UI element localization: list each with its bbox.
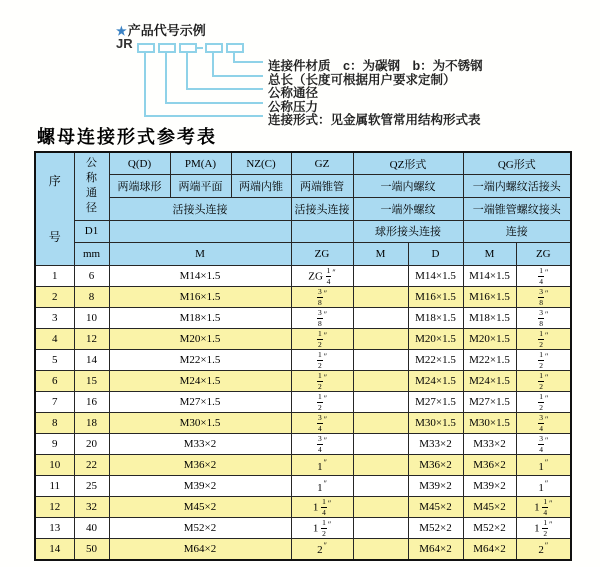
body-cell: M36×2	[408, 455, 463, 476]
header-mm: mm	[74, 243, 109, 266]
body-cell: 22	[74, 455, 109, 476]
body-cell: M16×1.5	[463, 287, 516, 308]
code-dash	[196, 47, 203, 49]
body-cell: 5	[35, 350, 74, 371]
body-cell: M20×1.5	[463, 329, 516, 350]
body-cell: M20×1.5	[408, 329, 463, 350]
body-cell: M45×2	[463, 497, 516, 518]
header-qz-code: QZ形式	[353, 152, 463, 175]
body-cell: $\frac{3}{4}$ ″	[291, 413, 353, 434]
body-cell	[353, 287, 408, 308]
body-cell: 1″	[516, 455, 571, 476]
table-row	[35, 329, 571, 350]
code-box-1	[137, 43, 155, 53]
code-box-3	[179, 43, 197, 53]
body-cell: 1 $\frac{1}{4}$ ″	[516, 497, 571, 518]
body-cell: M14×1.5	[109, 266, 291, 287]
body-cell	[353, 371, 408, 392]
header-qz-d: D	[408, 243, 463, 266]
header-nz-code: NZ(C)	[231, 152, 291, 175]
body-cell: $\frac{3}{4}$ ″	[516, 413, 571, 434]
connector-line	[186, 88, 263, 90]
body-cell: 40	[74, 518, 109, 539]
code-label-pressure: 公称压力	[268, 100, 319, 114]
body-cell: 1 $\frac{1}{2}$ ″	[291, 518, 353, 539]
header-gz-code: GZ	[291, 152, 353, 175]
header-empty-cell	[109, 220, 291, 243]
table-row	[35, 476, 571, 497]
body-cell	[353, 350, 408, 371]
code-box-4	[205, 43, 223, 53]
header-qz-row4: 球形接头连接	[353, 220, 463, 243]
body-cell: M24×1.5	[109, 371, 291, 392]
nut-connection-table	[34, 151, 572, 561]
body-cell: 7	[35, 392, 74, 413]
body-cell: M22×1.5	[408, 350, 463, 371]
body-cell: M39×2	[463, 476, 516, 497]
table-row	[35, 350, 571, 371]
code-box-5	[226, 43, 244, 53]
body-cell: M18×1.5	[109, 308, 291, 329]
body-cell	[353, 266, 408, 287]
body-cell: M27×1.5	[408, 392, 463, 413]
star-icon: ★	[116, 24, 127, 38]
body-cell: 13	[35, 518, 74, 539]
header-qz-m: M	[353, 243, 408, 266]
table-title: 螺母连接形式参考表	[37, 127, 217, 148]
body-cell: 4	[35, 329, 74, 350]
body-cell: 15	[74, 371, 109, 392]
body-cell	[353, 308, 408, 329]
table-row	[35, 518, 571, 539]
header-nominal-diameter: 公称通径	[74, 152, 109, 220]
header-qz-row3: 一端外螺纹	[353, 197, 463, 220]
table-row	[35, 455, 571, 476]
body-cell: $\frac{3}{8}$ ″	[291, 308, 353, 329]
header-union-connection: 活接头连接	[109, 197, 291, 220]
body-cell	[353, 392, 408, 413]
body-cell: 20	[74, 434, 109, 455]
table-row	[35, 392, 571, 413]
body-cell: M18×1.5	[463, 308, 516, 329]
body-cell: 2	[35, 287, 74, 308]
body-cell: M20×1.5	[109, 329, 291, 350]
code-label-material: 连接件材质 c：为碳钢 b：为不锈钢	[268, 59, 483, 73]
header-qg-zg: ZG	[516, 243, 571, 266]
body-cell: M52×2	[408, 518, 463, 539]
caption-text: 产品代号示例	[127, 23, 206, 38]
table-row	[35, 413, 571, 434]
header-gz-connection: 活接头连接	[291, 197, 353, 220]
body-cell: M33×2	[109, 434, 291, 455]
body-cell: M39×2	[408, 476, 463, 497]
body-cell: 6	[35, 371, 74, 392]
table-header	[35, 152, 571, 266]
body-cell: M27×1.5	[109, 392, 291, 413]
body-cell: $\frac{3}{4}$ ″	[516, 434, 571, 455]
header-pm-ends: 两端平面	[170, 175, 231, 198]
table-row	[35, 539, 571, 560]
body-cell: M24×1.5	[408, 371, 463, 392]
body-cell: $\frac{1}{2}$ ″	[516, 329, 571, 350]
body-cell: M24×1.5	[463, 371, 516, 392]
body-cell: 10	[35, 455, 74, 476]
body-cell: M16×1.5	[408, 287, 463, 308]
body-cell: 3	[35, 308, 74, 329]
connector-line	[233, 61, 263, 63]
body-cell: 25	[74, 476, 109, 497]
body-cell	[353, 497, 408, 518]
body-cell: 8	[74, 287, 109, 308]
body-cell: M16×1.5	[109, 287, 291, 308]
header-qg-code: QG形式	[463, 152, 571, 175]
code-label-length: 总长（长度可根据用户要求定制）	[268, 73, 456, 87]
body-cell: $\frac{1}{2}$ ″	[291, 392, 353, 413]
body-cell: M64×2	[408, 539, 463, 560]
header-q-ends: 两端球形	[109, 175, 170, 198]
connector-line	[212, 51, 214, 77]
code-label-connection: 连接形式：见金属软管常用结构形式表	[268, 113, 481, 127]
body-cell: 8	[35, 413, 74, 434]
header-serial: 序号	[35, 152, 74, 266]
header-zg-unit: ZG	[291, 243, 353, 266]
body-cell: 18	[74, 413, 109, 434]
body-cell: M30×1.5	[408, 413, 463, 434]
connector-line	[186, 51, 188, 90]
connector-line	[165, 102, 263, 104]
table-row	[35, 287, 571, 308]
body-cell: M30×1.5	[109, 413, 291, 434]
body-cell: 2″	[516, 539, 571, 560]
body-cell: $\frac{1}{2}$ ″	[516, 392, 571, 413]
body-cell: 1 $\frac{1}{4}$ ″	[291, 497, 353, 518]
body-cell: 14	[35, 539, 74, 560]
table-row	[35, 371, 571, 392]
table-body	[35, 266, 571, 560]
header-qg-m: M	[463, 243, 516, 266]
body-cell: 10	[74, 308, 109, 329]
body-cell: 9	[35, 434, 74, 455]
body-cell: 32	[74, 497, 109, 518]
body-cell: $\frac{3}{8}$ ″	[291, 287, 353, 308]
header-gz-ends: 两端锥管	[291, 175, 353, 198]
body-cell: $\frac{1}{2}$ ″	[291, 371, 353, 392]
body-cell: M27×1.5	[463, 392, 516, 413]
body-cell: $\frac{3}{8}$ ″	[516, 287, 571, 308]
body-cell: 11	[35, 476, 74, 497]
body-cell: M45×2	[109, 497, 291, 518]
body-cell: $\frac{1}{2}$ ″	[291, 329, 353, 350]
body-cell: $\frac{3}{8}$ ″	[516, 308, 571, 329]
body-cell: M14×1.5	[408, 266, 463, 287]
body-cell	[353, 434, 408, 455]
body-cell: M45×2	[408, 497, 463, 518]
body-cell: M64×2	[463, 539, 516, 560]
header-pm-code: PM(A)	[170, 152, 231, 175]
body-cell: 12	[35, 497, 74, 518]
body-cell	[353, 455, 408, 476]
connector-line	[144, 51, 146, 117]
body-cell: M33×2	[408, 434, 463, 455]
header-q-code: Q(D)	[109, 152, 170, 175]
code-label-diameter: 公称通径	[268, 86, 319, 100]
body-cell: M52×2	[109, 518, 291, 539]
header-m-unit: M	[109, 243, 291, 266]
table-row	[35, 434, 571, 455]
body-cell: M22×1.5	[109, 350, 291, 371]
connector-line	[165, 51, 167, 104]
body-cell: 6	[74, 266, 109, 287]
body-cell: 14	[74, 350, 109, 371]
body-cell	[353, 476, 408, 497]
body-cell: $\frac{1}{4}$ ″	[516, 266, 571, 287]
header-qg-row4: 连接	[463, 220, 571, 243]
table-row	[35, 266, 571, 287]
table-row	[35, 308, 571, 329]
connector-line	[144, 115, 263, 117]
body-cell: $\frac{1}{2}$ ″	[291, 350, 353, 371]
table-row	[35, 497, 571, 518]
body-cell: 50	[74, 539, 109, 560]
body-cell: M39×2	[109, 476, 291, 497]
connector-line	[212, 75, 263, 77]
body-cell: 12	[74, 329, 109, 350]
body-cell: 1″	[291, 476, 353, 497]
body-cell	[353, 413, 408, 434]
body-cell: 1″	[516, 476, 571, 497]
body-cell: $\frac{3}{4}$ ″	[291, 434, 353, 455]
body-cell: 2″	[291, 539, 353, 560]
header-empty-cell	[291, 220, 353, 243]
body-cell: $\frac{1}{2}$ ″	[516, 350, 571, 371]
body-cell: M18×1.5	[408, 308, 463, 329]
header-qz-row2: 一端内螺纹	[353, 175, 463, 198]
code-prefix: JR	[116, 36, 133, 51]
body-cell: M33×2	[463, 434, 516, 455]
body-cell: M52×2	[463, 518, 516, 539]
code-box-2	[158, 43, 176, 53]
header-d1: D1	[74, 220, 109, 243]
body-cell: M36×2	[109, 455, 291, 476]
body-cell	[353, 329, 408, 350]
body-cell: 1 $\frac{1}{2}$ ″	[516, 518, 571, 539]
body-cell: 1″	[291, 455, 353, 476]
body-cell: $\frac{1}{2}$ ″	[516, 371, 571, 392]
body-cell	[353, 539, 408, 560]
body-cell: 1	[35, 266, 74, 287]
body-cell: M30×1.5	[463, 413, 516, 434]
body-cell: M64×2	[109, 539, 291, 560]
body-cell: M22×1.5	[463, 350, 516, 371]
body-cell: M36×2	[463, 455, 516, 476]
header-qg-row3: 一端锥管螺纹接头	[463, 197, 571, 220]
body-cell: M14×1.5	[463, 266, 516, 287]
body-cell: ZG $\frac{1}{4}$ ″	[291, 266, 353, 287]
header-qg-row2: 一端内螺纹活接头	[463, 175, 571, 198]
body-cell	[353, 518, 408, 539]
header-nz-ends: 两端内锥	[231, 175, 291, 198]
body-cell: 16	[74, 392, 109, 413]
